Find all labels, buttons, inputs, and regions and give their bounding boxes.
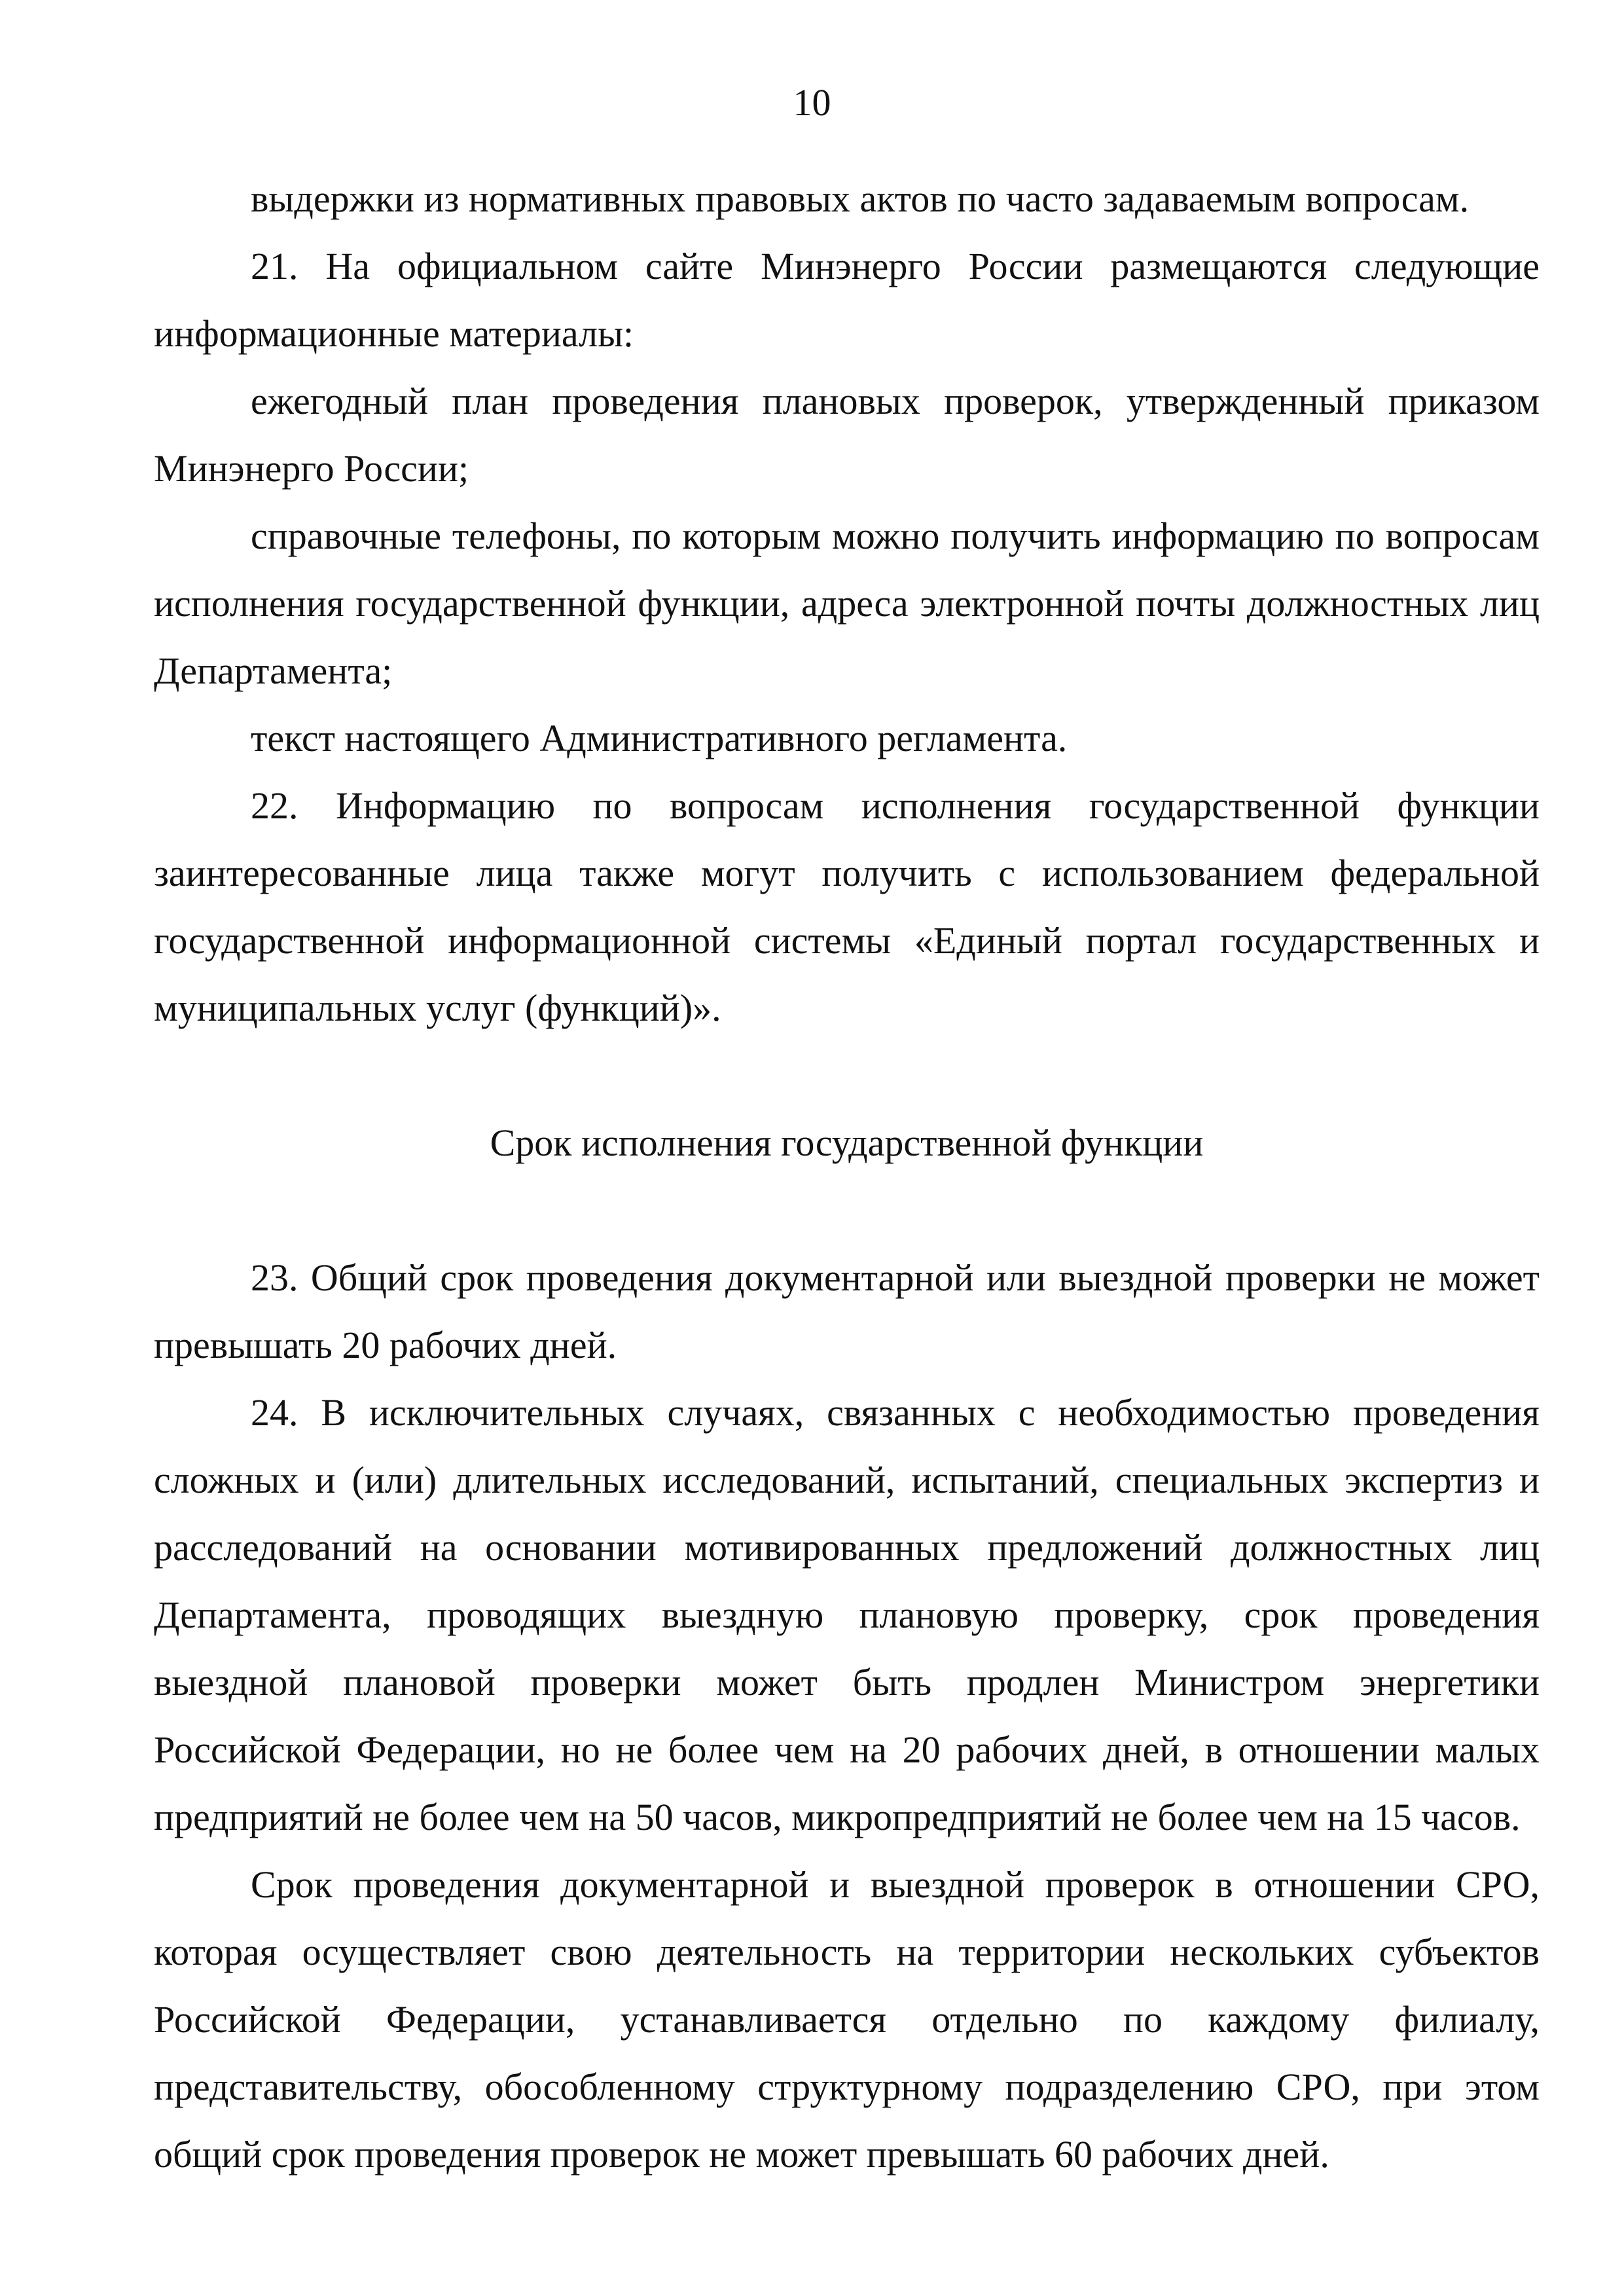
paragraph-24: 24. В исключительных случаях, связанных с необходимостью проведения сложных и (или) длительных исследований, испытаний, специальных экспертиз и расследований на основании мотивированных предложений должностных лиц Департамента, проводящих выездную плановую проверку, срок проведения выездной плановой проверки может быть продлен Министром энергетики Российской Федерации, но не более чем на 20 рабочих дней, в отношении малых предприятий не более чем на 50 часов, микропредприятий не более чем на 15 часов.: [154, 1391, 1540, 1838]
paragraph-annual-plan: ежегодный план проведения плановых проверок, утвержденный приказом Минэнерго России;: [154, 380, 1540, 490]
paragraph-regulation-text: текст настоящего Административного регламента.: [251, 717, 1068, 759]
document-body: [154, 165, 1540, 2188]
paragraph-phones: справочные телефоны, по которым можно получить информацию по вопросам исполнения государственной функции, адреса электронной почты должностных лиц Департамента;: [154, 515, 1540, 692]
section-heading: Срок исполнения государственной функции: [490, 1121, 1204, 1164]
paragraph-excerpts-tail: выдержки из нормативных правовых актов по часто задаваемым вопросам.: [251, 177, 1470, 220]
paragraph-sro-term: Срок проведения документарной и выездной проверок в отношении СРО, которая осуществляет свою деятельность на территории нескольких субъектов Российской Федерации, устанавливается отдельно по каждому филиалу, представительству, обособленному структурному подразделению СРО, при этом общий срок проведения проверок не может превышать 60 рабочих дней.: [154, 1863, 1540, 2176]
paragraph-23: 23. Общий срок проведения документарной или выездной проверки не может превышать 20 рабочих дней.: [154, 1256, 1540, 1366]
page-number: 10: [793, 81, 831, 124]
paragraph-21: 21. На официальном сайте Минэнерго России размещаются следующие информационные материалы:: [154, 245, 1540, 355]
paragraph-22: 22. Информацию по вопросам исполнения государственной функции заинтересованные лица также могут получить с использованием федеральной государственной информационной системы «Единый портал государственных и муниципальных услуг (функций)».: [154, 784, 1540, 1029]
